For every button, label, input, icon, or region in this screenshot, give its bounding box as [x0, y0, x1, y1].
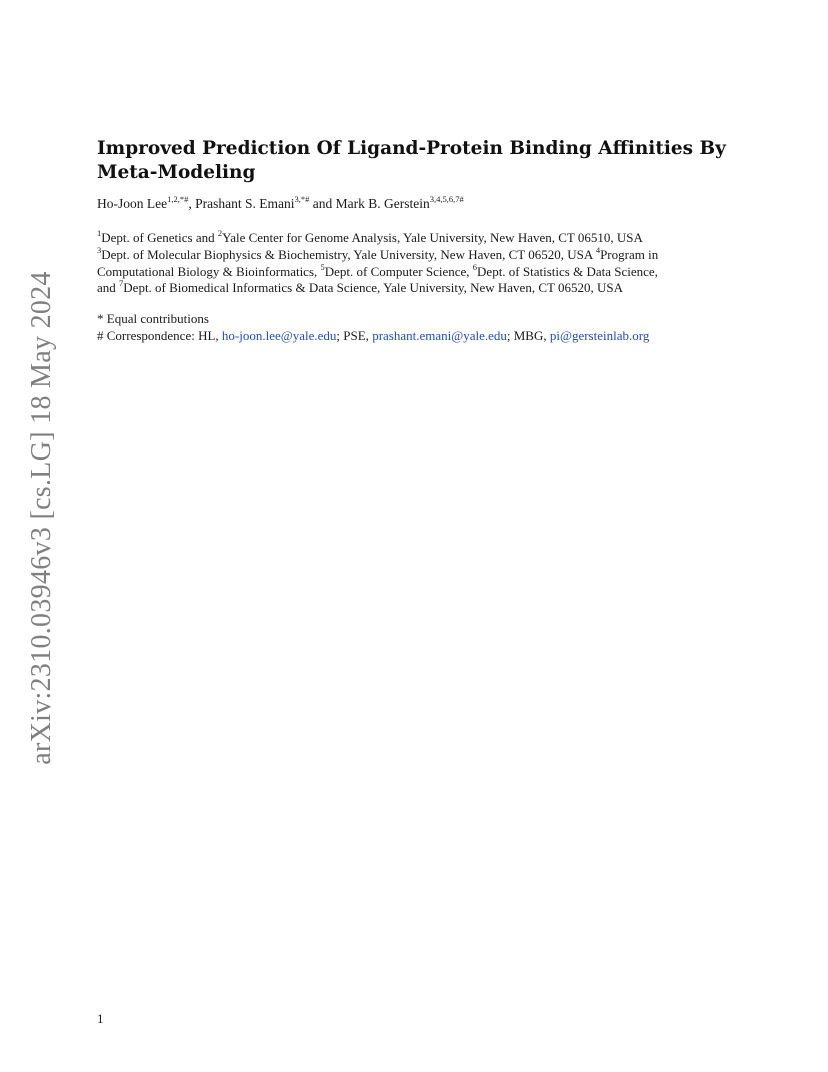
- affiliation-mark: 7: [119, 278, 124, 289]
- correspondence-separator: ; MBG,: [506, 327, 550, 343]
- author-name: Prashant S. Emani: [195, 196, 295, 211]
- author-list: [97, 195, 464, 213]
- affiliation-line: [97, 280, 737, 297]
- affiliations: [97, 230, 737, 297]
- affiliation-text: and: [97, 280, 120, 296]
- email-link-pse[interactable]: prashant.emani@yale.edu: [372, 327, 507, 343]
- author-name: Ho-Joon Lee: [97, 196, 168, 211]
- affiliation-mark: 1: [97, 228, 102, 238]
- author-name: Mark B. Gerstein: [335, 196, 430, 211]
- equal-contribution-note: * Equal contributions: [97, 311, 209, 326]
- affiliation-text: Dept. of Biomedical Informatics & Data Science, Yale University, New Haven, CT 06520, USA: [123, 280, 623, 296]
- affiliation-line: [97, 230, 737, 247]
- author-affiliation-marks: 3,*#: [294, 194, 310, 204]
- affiliation-mark: 2: [217, 228, 223, 238]
- affiliation-text: Yale Center for Genome Analysis, Yale University, New Haven, CT 06510, USA: [222, 230, 643, 245]
- affiliation-text: Dept. of Statistics & Data Science,: [477, 263, 658, 279]
- affiliation-line: [97, 261, 737, 281]
- author-notes: [97, 311, 649, 345]
- email-link-hl[interactable]: ho-joon.lee@yale.edu: [221, 327, 337, 343]
- affiliation-mark: 6: [472, 261, 478, 272]
- affiliation-line: [97, 244, 737, 264]
- author-separator: and: [309, 196, 336, 211]
- affiliation-text: Dept. of Genetics and: [101, 230, 218, 245]
- paper-title: Improved Prediction Of Ligand-Protein Binding Affinities By Meta-Modeling: [97, 138, 726, 183]
- affiliation-mark: 4: [595, 244, 601, 255]
- arxiv-stamp-text: arXiv:2310.03946v3 [cs.LG] 18 May 2024: [26, 271, 57, 765]
- arxiv-identifier-stamp: [22, 271, 62, 765]
- affiliation-text: Program in: [600, 246, 659, 262]
- affiliation-mark: 5: [320, 261, 325, 272]
- page-number: 1: [97, 1011, 104, 1026]
- email-link-mbg[interactable]: pi@gersteinlab.org: [549, 327, 650, 343]
- correspondence-label: # Correspondence: HL,: [97, 327, 222, 343]
- affiliation-text: Dept. of Molecular Biophysics & Biochemistry, Yale University, New Haven, CT 06520, USA: [101, 246, 596, 262]
- author-affiliation-marks: 3,4,5,6,7#: [429, 194, 464, 204]
- affiliation-text: Dept. of Computer Science,: [324, 263, 473, 279]
- author-separator: ,: [188, 196, 196, 211]
- correspondence-separator: ; PSE,: [336, 327, 373, 343]
- affiliation-mark: 3: [97, 244, 102, 255]
- affiliation-text: Computational Biology & Bioinformatics,: [97, 263, 321, 279]
- correspondence-note: [97, 328, 649, 345]
- author-affiliation-marks: 1,2,*#: [167, 194, 189, 204]
